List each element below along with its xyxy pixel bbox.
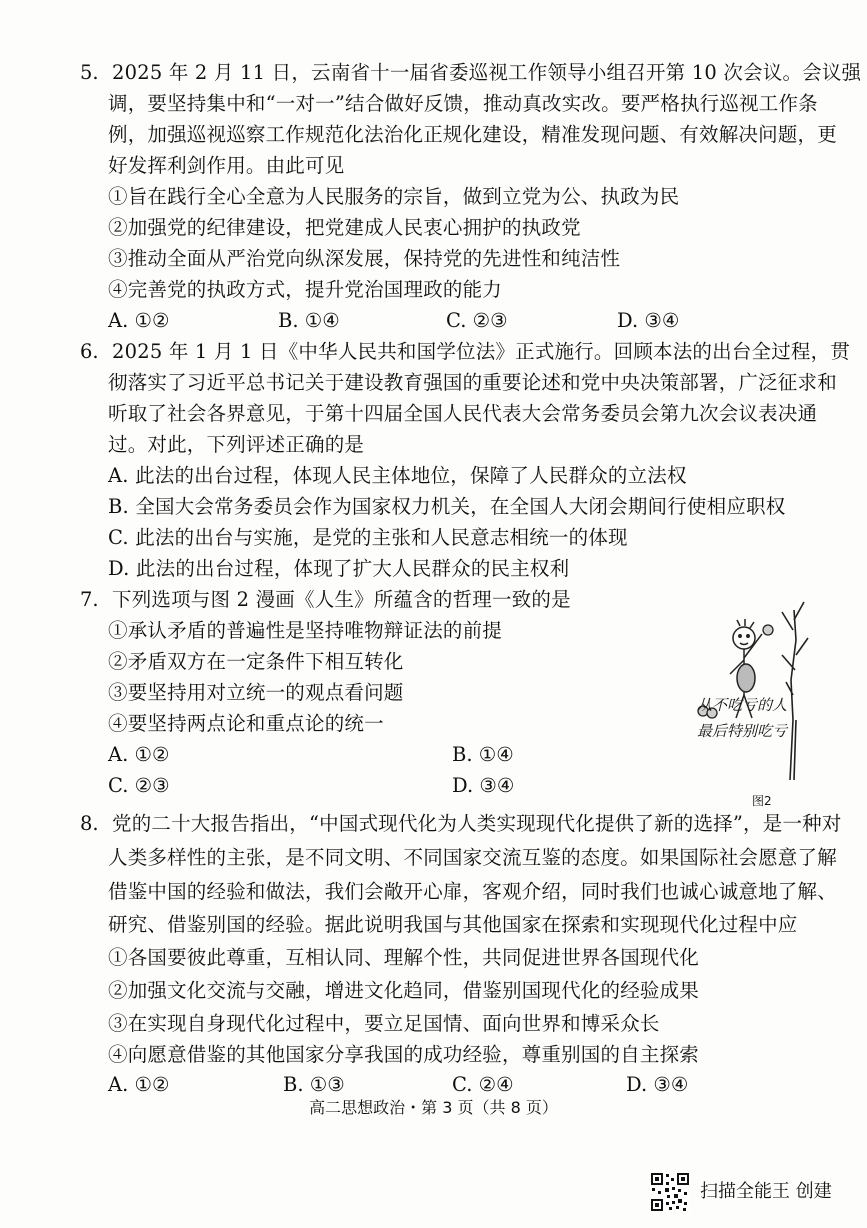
option-a[interactable]: A. ①②	[108, 309, 170, 332]
question-number: 6.	[80, 340, 99, 363]
statement: ④要坚持两点论和重点论的统一	[108, 712, 384, 735]
statement: ③要坚持用对立统一的观点看问题	[108, 681, 404, 704]
question-stem-line: 好发挥利剑作用。由此可见	[108, 154, 345, 177]
option-a[interactable]: A. ①②	[108, 743, 170, 766]
question-number: 5.	[80, 61, 99, 84]
statement: ①旨在践行全心全意为人民服务的宗旨，做到立党为公、执政为民	[108, 185, 680, 208]
option-c[interactable]: C. 此法的出台与实施，是党的主张和人民意志相统一的体现	[108, 526, 628, 549]
statement: ②加强党的纪律建设，把党建成人民衷心拥护的执政党	[108, 216, 581, 239]
option-b[interactable]: B. ①④	[278, 309, 340, 332]
scanner-label: 扫描全能王 创建	[700, 1181, 832, 1202]
option-d[interactable]: D. ③④	[617, 309, 680, 332]
question-stem-line: 2025 年 2 月 11 日，云南省十一届省委巡视工作领导小组召开第 10 次会议。会议强	[112, 61, 862, 84]
question-number: 8.	[80, 812, 99, 835]
option-d[interactable]: D. ③④	[626, 1073, 689, 1096]
statement: ③推动全面从严治党向纵深发展，保持党的先进性和纯洁性	[108, 247, 621, 270]
qr-code-icon	[650, 1172, 690, 1212]
question-stem-line: 下列选项与图 2 漫画《人生》所蕴含的哲理一致的是	[112, 588, 571, 611]
statement: ②矛盾双方在一定条件下相互转化	[108, 650, 404, 673]
statement: ④完善党的执政方式，提升党治国理政的能力	[108, 278, 503, 301]
statement: ③在实现自身现代化过程中，要立足国情、面向世界和博采众长	[108, 1012, 660, 1035]
statement: ①承认矛盾的普遍性是坚持唯物辩证法的前提	[108, 619, 503, 642]
question-stem-line: 听取了社会各界意见，于第十四届全国人民代表大会常务委员会第九次会议表决通	[108, 402, 818, 425]
option-b[interactable]: B. 全国大会常务委员会作为国家权力机关，在全国人大闭会期间行使相应职权	[108, 495, 786, 518]
option-b[interactable]: B. ①③	[283, 1073, 345, 1096]
option-c[interactable]: C. ②④	[452, 1073, 514, 1096]
option-b[interactable]: B. ①④	[452, 743, 514, 766]
option-c[interactable]: C. ②③	[108, 774, 170, 797]
statement: ④向愿意借鉴的其他国家分享我国的成功经验，尊重别国的自主探索	[108, 1043, 700, 1066]
cartoon-handwriting: 最后特别吃亏	[697, 722, 788, 740]
figure-caption: 图2	[752, 794, 772, 808]
option-c[interactable]: C. ②③	[446, 309, 508, 332]
option-a[interactable]: A. ①②	[108, 1073, 170, 1096]
question-stem-line: 党的二十大报告指出，“中国式现代化为人类实现现代化提供了新的选择”，是一种对	[112, 812, 842, 835]
cartoon-figure	[690, 600, 840, 790]
question-stem-line: 2025 年 1 月 1 日《中华人民共和国学位法》正式施行。回顾本法的出台全过程，贯	[112, 340, 851, 363]
statement: ①各国要彼此尊重，互相认同、理解个性，共同促进世界各国现代化	[108, 946, 700, 969]
question-stem-line: 例，加强巡视巡察工作规范化法治化正规化建设，精准发现问题、有效解决问题，更	[108, 123, 837, 146]
cartoon-handwriting: 从不吃亏的人	[697, 696, 788, 714]
question-stem-line: 人类多样性的主张，是不同文明、不同国家交流互鉴的态度。如果国际社会愿意了解	[108, 846, 837, 869]
question-number: 7.	[80, 588, 99, 611]
option-d[interactable]: D. 此法的出台过程，体现了扩大人民群众的民主权利	[108, 557, 570, 580]
option-a[interactable]: A. 此法的出台过程，体现人民主体地位，保障了人民群众的立法权	[108, 464, 687, 487]
question-stem-line: 研究、借鉴别国的经验。据此说明我国与其他国家在探索和实现现代化过程中应	[108, 913, 798, 936]
option-d[interactable]: D. ③④	[452, 774, 515, 797]
question-stem-line: 彻落实了习近平总书记关于建设教育强国的重要论述和党中央决策部署，广泛征求和	[108, 371, 837, 394]
tree-icon	[782, 602, 808, 780]
question-stem-line: 调，要坚持集中和“一对一”结合做好反馈，推动真改实改。要严格执行巡视工作条	[108, 92, 818, 115]
page-footer: 高二思想政治・第 3 页（共 8 页）	[309, 1098, 558, 1117]
statement: ②加强文化交流与交融，增进文化趋同，借鉴别国现代化的经验成果	[108, 979, 700, 1002]
question-stem-line: 借鉴中国的经验和做法，我们会敞开心扉，客观介绍，同时我们也诚心诚意地了解、	[108, 880, 837, 903]
question-stem-line: 过。对此，下列评述正确的是	[108, 433, 365, 456]
